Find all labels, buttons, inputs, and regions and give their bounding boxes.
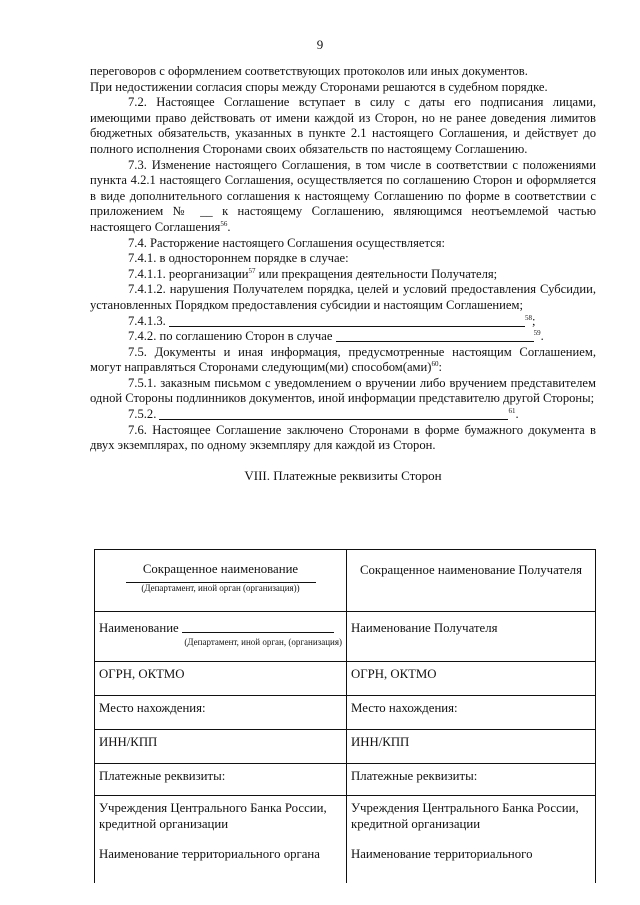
paragraph-7-4-1-2: 7.4.1.2. нарушения Получателем порядка, целей и условий предоставления Субсидии, установленных Порядком предоставления субсидии и настоящим Соглашением; xyxy=(90,282,596,312)
blank-line xyxy=(336,329,534,342)
table-row xyxy=(95,550,596,612)
table-row xyxy=(95,696,596,730)
left-name-note: (Департамент, иной орган, (организация) xyxy=(184,636,342,647)
paragraph-7-4-1-1-text-a: 7.4.1.1. реорганизации xyxy=(128,266,249,281)
paragraph-7-3: 7.3. Изменение настоящего Соглашения, в том числе в соответствии с положениями пункта 4.2.1 настоящего Соглашения, осуществляется по соглашению Сторон и оформляется в виде дополнительного соглашения к настоящему Соглашению по форме в соответствии с приложением № __ к настоящему Соглашению, являющимся неотъемлемой частью настоящего Соглашения$^{56}$. xyxy=(90,157,596,234)
table-row xyxy=(95,662,596,696)
left-bank-cell xyxy=(95,796,347,884)
left-bank-text: Учреждения Центрального Банка России, кредитной организации xyxy=(99,801,327,831)
left-header-note: (Департамент, иной орган (организация)) xyxy=(141,582,300,593)
left-header-cell xyxy=(95,550,347,612)
table-row xyxy=(95,730,596,764)
page-number: 9 xyxy=(316,37,324,52)
right-bank-cell xyxy=(347,796,596,884)
paragraph-7-4-1: 7.4.1. в одностороннем порядке в случае: xyxy=(128,251,349,266)
section-title: VIII. Платежные реквизиты Сторон xyxy=(244,467,442,483)
paragraph-7-1-end: При недостижении согласия споры между Сторонами решаются в судебном порядке. xyxy=(90,79,548,94)
right-header-cell xyxy=(347,550,596,612)
footnote-ref-56: 56 xyxy=(220,219,228,228)
footnote-ref-57: 57 xyxy=(248,266,256,275)
right-bank-text: Учреждения Центрального Банка России, кредитной организации xyxy=(351,801,579,831)
footnote-ref-61: 61 xyxy=(508,407,516,416)
paragraph-7-4: 7.4. Расторжение настоящего Соглашения осуществляется: xyxy=(128,235,446,250)
left-header-text: Сокращенное наименование xyxy=(142,562,299,576)
footnote-ref-59: 59 xyxy=(533,329,541,338)
blank-line xyxy=(159,407,508,420)
paragraph-7-6: 7.6. Настоящее Соглашение заключено Сторонами в форме бумажного документа в двух экземплярах, по одному экземпляру для каждой из Сторон. xyxy=(90,422,596,453)
right-payment-cell: Платежные реквизиты: xyxy=(347,764,596,796)
right-location-cell: Место нахождения: xyxy=(347,696,596,730)
left-inn-cell: ИНН/КПП xyxy=(95,730,347,764)
paragraph-7-1-cont: переговоров с оформлением соответствующих протоколов или иных документов. xyxy=(90,64,528,78)
paragraph-7-4-2-text: 7.4.2. по соглашению Сторон в случае xyxy=(128,329,336,344)
paragraph-7-4-1-1 xyxy=(90,267,596,283)
table-row xyxy=(95,612,596,662)
right-header-text: Сокращенное наименование Получателя xyxy=(359,563,582,577)
table-row xyxy=(95,764,596,796)
left-payment-cell: Платежные реквизиты: xyxy=(95,764,347,796)
right-ogrn-cell: ОГРН, ОКТМО xyxy=(347,662,596,696)
paragraph-7-5-1: 7.5.1. заказным письмом с уведомлением о вручении либо вручением представителем одной Стороны подлинников документов, иной информации представителю другой Стороны; xyxy=(90,375,596,406)
footnote-ref-60: 60 xyxy=(431,360,439,369)
right-name-cell: Наименование Получателя xyxy=(347,612,596,662)
blank-line xyxy=(182,621,334,633)
left-territorial-text: Наименование территориального органа xyxy=(99,847,320,861)
right-territorial-text: Наименование территориального xyxy=(351,847,533,861)
footnote-ref-58: 58 xyxy=(524,313,532,322)
left-location-cell: Место нахождения: xyxy=(95,696,347,730)
paragraph-7-4-1-3-text: 7.4.1.3. xyxy=(128,313,169,328)
payment-details-table xyxy=(94,549,596,883)
blank-line xyxy=(169,314,525,327)
left-name-label: Наименование xyxy=(99,621,179,635)
right-inn-cell: ИНН/КПП xyxy=(347,730,596,764)
left-ogrn-cell: ОГРН, ОКТМО xyxy=(95,662,347,696)
left-name-cell xyxy=(95,612,347,662)
paragraph-7-4-2: 7.4.2. по соглашению Сторон в случае $^{59}$. xyxy=(128,329,544,344)
paragraph-7-5-2: 7.5.2. $^{61}$. xyxy=(128,407,519,422)
paragraph-7-2: 7.2. Настоящее Соглашение вступает в силу с даты его подписания лицами, имеющими право действовать от имени каждой из Сторон, но не ранее доведения лимитов бюджетных обязательств, указанных в пункте 2.1 настоящего Соглашения, и действует до полного исполнения Сторонами своих обязательств по настоящему Соглашению. xyxy=(90,95,596,156)
paragraph-7-4-1-1-text-b: или прекращения деятельности Получателя; xyxy=(255,266,498,281)
paragraph-7-5-2-text: 7.5.2. xyxy=(128,407,160,422)
paragraph-7-5: 7.5. Документы и иная информация, предусмотренные настоящим Соглашением, могут направляться Сторонами следующим(ми) способом(ами)$^{60}$: xyxy=(90,344,596,375)
paragraph-7-4-1-3: 7.4.1.3. $^{58}$; xyxy=(128,313,536,328)
table-row xyxy=(95,796,596,884)
paragraph-7-5-text: 7.5. Документы и иная информация, предусмотренные настоящим Соглашением, могут направляться Сторонами следующим(ми) способом(ами) xyxy=(90,344,596,375)
document-body xyxy=(90,64,596,493)
paragraph-7-3-text: 7.3. Изменение настоящего Соглашения, в том числе в соответствии с положениями пункта 4.2.1 настоящего Соглашения, осуществляется по соглашению Сторон и оформляется в виде дополнительного соглашения к настоящему Соглашению по форме в соответствии с приложением № __ к настоящему Соглашению, являющимся неотъемлемой частью настоящего Соглашения xyxy=(90,157,596,234)
